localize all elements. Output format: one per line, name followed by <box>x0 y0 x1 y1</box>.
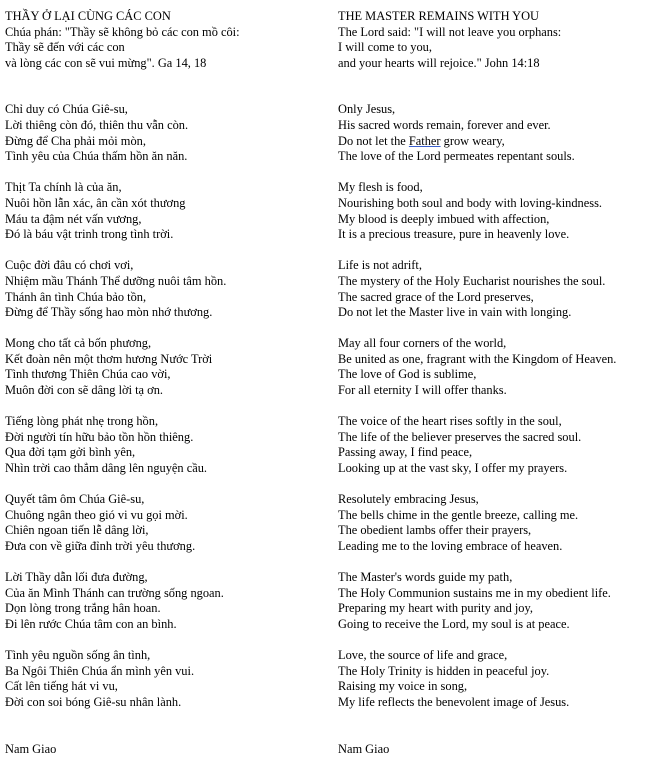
verse-line: Ba Ngôi Thiên Chúa ẩn mình yên vui. <box>5 663 195 678</box>
verse-line: Chuông ngân theo gió vi vu gọi mời. <box>5 507 188 522</box>
verse-line: Resolutely embracing Jesus, <box>338 492 479 507</box>
intro-line: và lòng các con sẽ vui mừng". Ga 14, 18 <box>5 55 207 70</box>
verse-line: Tiếng lòng phát nhẹ trong hồn, <box>5 414 159 429</box>
english-column <box>338 9 648 757</box>
verse-line: The Master's words guide my path, <box>338 570 513 585</box>
verse-line: Mong cho tất cả bốn phương, <box>5 336 152 351</box>
intro-line: Chúa phán: "Thầy sẽ không bỏ các con mồ côi: <box>5 24 240 39</box>
verse-line: The life of the believer preserves the sacred soul. <box>338 429 582 444</box>
verse-line: Đi lên rước Chúa tâm con an bình. <box>5 616 177 631</box>
verse-line: Going to receive the Lord, my soul is at peace. <box>338 616 570 631</box>
intro-line: The Lord said: "I will not leave you orphans: <box>338 24 562 39</box>
verse-line: Muôn đời con sẽ dâng lời tạ ơn. <box>5 383 163 398</box>
verse-line: Đừng để Thầy sống hao mòn nhớ thương. <box>5 305 213 320</box>
verse-line: Looking up at the vast sky, I offer my prayers. <box>338 461 568 476</box>
verse-line: Only Jesus, <box>338 102 396 117</box>
verse-line: Tình yêu của Chúa thấm hồn ăn năn. <box>5 149 188 164</box>
verse-line: Đưa con về giữa đỉnh trời yêu thương. <box>5 539 196 553</box>
stanza <box>5 102 325 164</box>
verse-line: Tình yêu nguồn sống ân tình, <box>5 648 151 663</box>
verse-line: Đời người tín hữu bảo tồn hồn thiêng. <box>5 429 194 444</box>
intro-line: Thầy sẽ đến với các con <box>5 40 125 55</box>
english-intro <box>338 25 648 72</box>
english-author: Nam Giao <box>338 741 390 756</box>
verse-line: Đừng để Cha phải mỏi mòn, <box>5 133 146 148</box>
intro-line: and your hearts will rejoice." John 14:18 <box>338 55 540 70</box>
verse-line: Love, the source of life and grace, <box>338 648 508 663</box>
verse-line: Nuôi hồn lẫn xác, ân cần xót thương <box>5 195 186 210</box>
verse-line: The Holy Communion sustains me in my obedient life. <box>338 585 611 600</box>
stanza <box>5 648 325 710</box>
verse-line: The obedient lambs offer their prayers, <box>338 523 532 538</box>
stanza <box>338 648 648 710</box>
verse-line: Kết đoàn nên một thơm hương Nước Trời <box>5 351 213 366</box>
verse-line: My flesh is food, <box>338 180 423 195</box>
verse-line: Dọn lòng trong trắng hân hoan. <box>5 601 161 616</box>
verse-line: Leading me to the loving embrace of heaven. <box>338 539 563 553</box>
stanza <box>5 336 325 398</box>
verse-line: For all eternity I will offer thanks. <box>338 383 507 398</box>
verse-line: The mystery of the Holy Eucharist nourishes the soul. <box>338 273 606 288</box>
verse-line: It is a precious treasure, pure in heavenly love. <box>338 227 570 242</box>
vietnamese-author: Nam Giao <box>5 741 57 756</box>
verse-line: Nourishing both soul and body with loving-kindness. <box>338 195 602 210</box>
verse-line: Do not let the Master live in vain with longing. <box>338 305 572 320</box>
verse-line: My life reflects the benevolent image of Jesus. <box>338 694 570 709</box>
vietnamese-title: THẦY Ở LẠI CÙNG CÁC CON <box>5 9 171 23</box>
stanza <box>5 570 325 632</box>
verse-line: Do not let the Father grow weary, <box>338 133 505 148</box>
verse-line: Cuộc đời đâu có chơi vơi, <box>5 258 134 273</box>
stanza <box>5 258 325 320</box>
verse-line: The love of the Lord permeates repentant souls. <box>338 149 575 164</box>
verse-line: Máu ta đậm nét vấn vương, <box>5 211 142 226</box>
stanza <box>338 102 648 164</box>
verse-line: May all four corners of the world, <box>338 336 507 351</box>
stanza <box>338 492 648 554</box>
stanza <box>338 570 648 632</box>
verse-line: Đó là báu vật trinh trong tình trời. <box>5 227 174 242</box>
verse-line: The love of God is sublime, <box>338 367 477 382</box>
verse-line: His sacred words remain, forever and ever. <box>338 117 551 132</box>
verse-line: Passing away, I find peace, <box>338 445 473 460</box>
vietnamese-intro <box>5 25 325 72</box>
stanza <box>5 180 325 242</box>
verse-line: Raising my voice in song, <box>338 679 468 694</box>
english-stanzas <box>338 102 648 710</box>
stanza <box>338 258 648 320</box>
verse-line: Nhìn trời cao thẳm dâng lên nguyện cầu. <box>5 461 207 476</box>
verse-line: Quyết tâm ôm Chúa Giê-su, <box>5 492 145 507</box>
verse-line: Be united as one, fragrant with the Kingdom of Heaven. <box>338 351 617 366</box>
verse-line: Nhiệm mầu Thánh Thể dưỡng nuôi tâm hồn. <box>5 273 227 288</box>
verse-line: Đời con soi bóng Giê-su nhân lành. <box>5 694 182 709</box>
verse-line: Thịt Ta chính là của ăn, <box>5 180 122 195</box>
stanza <box>5 492 325 554</box>
verse-line: Lời thiêng còn đó, thiên thu vẫn còn. <box>5 117 189 132</box>
verse-line: Chỉ duy có Chúa Giê-su, <box>5 102 128 117</box>
verse-line: Thánh ân tình Chúa bảo tồn, <box>5 289 147 304</box>
vietnamese-column <box>5 9 325 757</box>
verse-line: The sacred grace of the Lord preserves, <box>338 289 534 304</box>
verse-line: Của ăn Mình Thánh can trường sống ngoan. <box>5 585 224 600</box>
verse-line: The Holy Trinity is hidden in peaceful joy. <box>338 663 550 678</box>
vietnamese-stanzas <box>5 102 325 710</box>
verse-line: Chiên ngoan tiến lễ dâng lời, <box>5 523 149 538</box>
verse-line: Lời Thầy dẫn lối đưa đường, <box>5 570 148 585</box>
verse-line: The voice of the heart rises softly in the soul, <box>338 414 562 429</box>
stanza <box>338 180 648 242</box>
verse-line: Life is not adrift, <box>338 258 422 273</box>
verse-line: Cất lên tiếng hát vi vu, <box>5 679 118 694</box>
verse-line: The bells chime in the gentle breeze, calling me. <box>338 507 579 522</box>
stanza <box>338 414 648 476</box>
verse-line: Preparing my heart with purity and joy, <box>338 601 533 616</box>
english-title: THE MASTER REMAINS WITH YOU <box>338 9 539 23</box>
verse-line: Tình thương Thiên Chúa cao vời, <box>5 367 171 382</box>
verse-line: My blood is deeply imbued with affection, <box>338 211 550 226</box>
stanza <box>5 414 325 476</box>
intro-line: I will come to you, <box>338 40 432 55</box>
stanza <box>338 336 648 398</box>
verse-line: Qua đời tạm gởi bình yên, <box>5 445 136 460</box>
